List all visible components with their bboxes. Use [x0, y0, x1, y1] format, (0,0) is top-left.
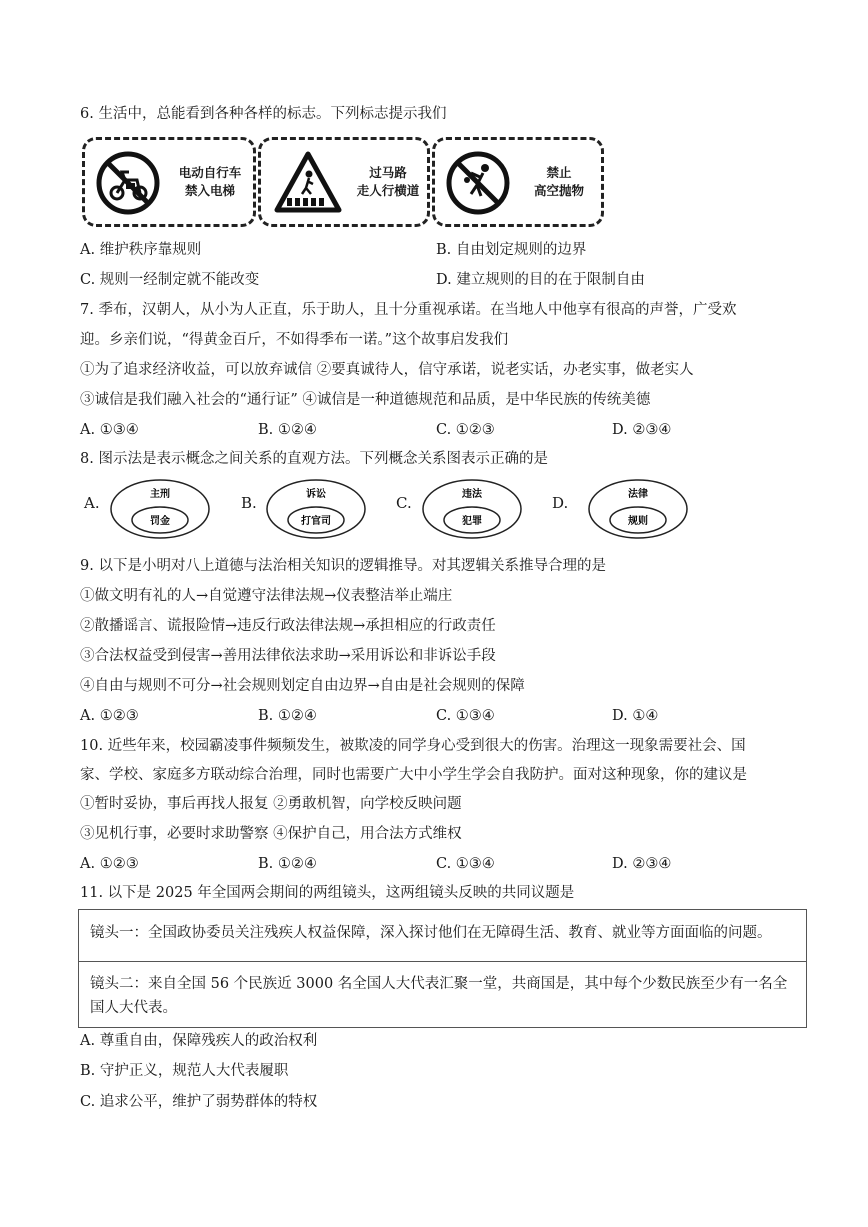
- sign-caption-line1: 电动自行车: [178, 165, 242, 180]
- q7-option-d: D. ②③④: [612, 422, 672, 438]
- outer-concept-label: 主刑: [150, 489, 170, 500]
- sign-no-throwing: [432, 137, 604, 227]
- inner-concept-label: 规则: [628, 516, 648, 527]
- q9-option-d: D. ①④: [612, 708, 659, 724]
- sign-caption-line1: 禁止: [546, 165, 572, 180]
- q9-statement-1: ①做文明有礼的人→自觉遵守法律法规→仪表整洁举止端庄: [80, 588, 453, 604]
- inner-concept-label: 犯罪: [462, 516, 482, 527]
- q9-option-b: B. ①②④: [258, 708, 317, 724]
- q11-option-b: B. 守护正义，规范人大代表履职: [80, 1063, 289, 1079]
- q6-stem: 6. 生活中，总能看到各种各样的标志。下列标志提示我们: [80, 106, 447, 122]
- sign-no-ebike: [82, 137, 256, 227]
- q9-option-a: A. ①②③: [80, 708, 139, 724]
- q6-option-d: D. 建立规则的目的在于限制自由: [436, 272, 645, 288]
- q11-scene-2-text: 镜头二：来自全国 56 个民族近 3000 名全国人大代表汇聚一堂，共商国是，其中每个少数民族至少有一名全国人大代表。: [90, 976, 788, 1016]
- q9-statement-3: ③合法权益受到侵害→善用法律依法求助→采用诉讼和非诉讼手段: [80, 648, 496, 664]
- q7-statement-line2: ③诚信是我们融入社会的“通行证” ④诚信是一种道德规范和品质，是中华民族的传统美德: [80, 392, 651, 408]
- q10-statement-line2: ③见机行事，必要时求助警察 ④保护自己，用合法方式维权: [80, 826, 462, 842]
- sign-caption-line2: 禁入电梯: [184, 183, 235, 198]
- outer-concept-label: 法律: [628, 489, 648, 500]
- sign-caption-line1: 过马路: [369, 165, 407, 180]
- q10-stem-line2: 家、学校、家庭多方联动综合治理，同时也需要广大中小学生学会自我防护。面对这种现象，你的建议是: [80, 767, 747, 783]
- outer-concept-label: 诉讼: [306, 489, 326, 500]
- q8-diagram-c: [420, 477, 524, 541]
- q8-stem: 8. 图示法是表示概念之间关系的直观方法。下列概念关系图表示正确的是: [80, 451, 548, 467]
- q9-statement-2: ②散播谣言、谎报险情→违反行政法律法规→承担相应的行政责任: [80, 618, 496, 634]
- q8-diagram-a-letter: A.: [84, 494, 100, 512]
- q10-option-d: D. ②③④: [612, 856, 672, 872]
- q7-option-b: B. ①②④: [258, 422, 317, 438]
- q11-scene-1-text: 镜头一：全国政协委员关注残疾人权益保障，深入探讨他们在无障碍生活、教育、就业等方面面临的问题。: [90, 925, 772, 941]
- q7-statement-line1: ①为了追求经济收益，可以放弃诚信 ②要真诚待人，信守承诺，说老实话，办老实事，做老实人: [80, 362, 694, 378]
- q6-option-a: A. 维护秩序靠规则: [80, 242, 202, 258]
- q9-statement-4: ④自由与规则不可分→社会规则划定自由边界→自由是社会规则的保障: [80, 678, 525, 694]
- q10-option-a: A. ①②③: [80, 856, 139, 872]
- q11-scene-table: [78, 909, 807, 1028]
- pedestrian-crossing-icon: [273, 150, 343, 216]
- sign-caption-line2: 走人行横道: [356, 183, 420, 198]
- q10-stem-line1: 10. 近些年来，校园霸凌事件频频发生，被欺凌的同学身心受到很大的伤害。治理这一现象需要社会、国: [80, 738, 746, 754]
- q8-diagram-c-letter: C.: [396, 494, 412, 512]
- q11-scene-row-1: [79, 910, 806, 962]
- sign-caption-line2: 高空抛物: [533, 183, 584, 198]
- q6-option-c: C. 规则一经制定就不能改变: [80, 272, 260, 288]
- no-throwing-icon: [445, 150, 511, 216]
- outer-concept-label: 违法: [462, 489, 482, 500]
- q11-stem: 11. 以下是 2025 年全国两会期间的两组镜头，这两组镜头反映的共同议题是: [80, 885, 575, 901]
- q8-diagram-d-letter: D.: [552, 494, 569, 512]
- q8-diagram-b: [264, 477, 368, 541]
- q8-diagram-a: [108, 477, 212, 541]
- q11-option-a: A. 尊重自由，保障残疾人的政治权利: [80, 1033, 318, 1049]
- q10-option-b: B. ①②④: [258, 856, 317, 872]
- q9-option-c: C. ①③④: [436, 708, 495, 724]
- q7-option-c: C. ①②③: [436, 422, 495, 438]
- q7-stem-line1: 7. 季布，汉朝人，从小为人正直，乐于助人，且十分重视承诺。在当地人中他享有很高的声誉，广受欢: [80, 302, 737, 318]
- no-ebike-icon: [95, 150, 161, 216]
- q10-statement-line1: ①暂时妥协，事后再找人报复 ②勇敢机智，向学校反映问题: [80, 796, 462, 812]
- sign-pedestrian-crossing: [258, 137, 430, 227]
- q7-option-a: A. ①③④: [80, 422, 139, 438]
- q8-diagram-d: [586, 477, 690, 541]
- q6-option-b: B. 自由划定规则的边界: [436, 242, 587, 258]
- q11-option-c: C. 追求公平，维护了弱势群体的特权: [80, 1094, 318, 1110]
- inner-concept-label: 罚金: [150, 516, 170, 527]
- q10-option-c: C. ①③④: [436, 856, 495, 872]
- q7-stem-line2: 迎。乡亲们说，“得黄金百斤，不如得季布一诺。”这个故事启发我们: [80, 332, 509, 348]
- q8-diagram-b-letter: B.: [241, 494, 257, 512]
- q9-stem: 9. 以下是小明对八上道德与法治相关知识的逻辑推导。对其逻辑关系推导合理的是: [80, 558, 606, 574]
- inner-concept-label: 打官司: [301, 516, 331, 527]
